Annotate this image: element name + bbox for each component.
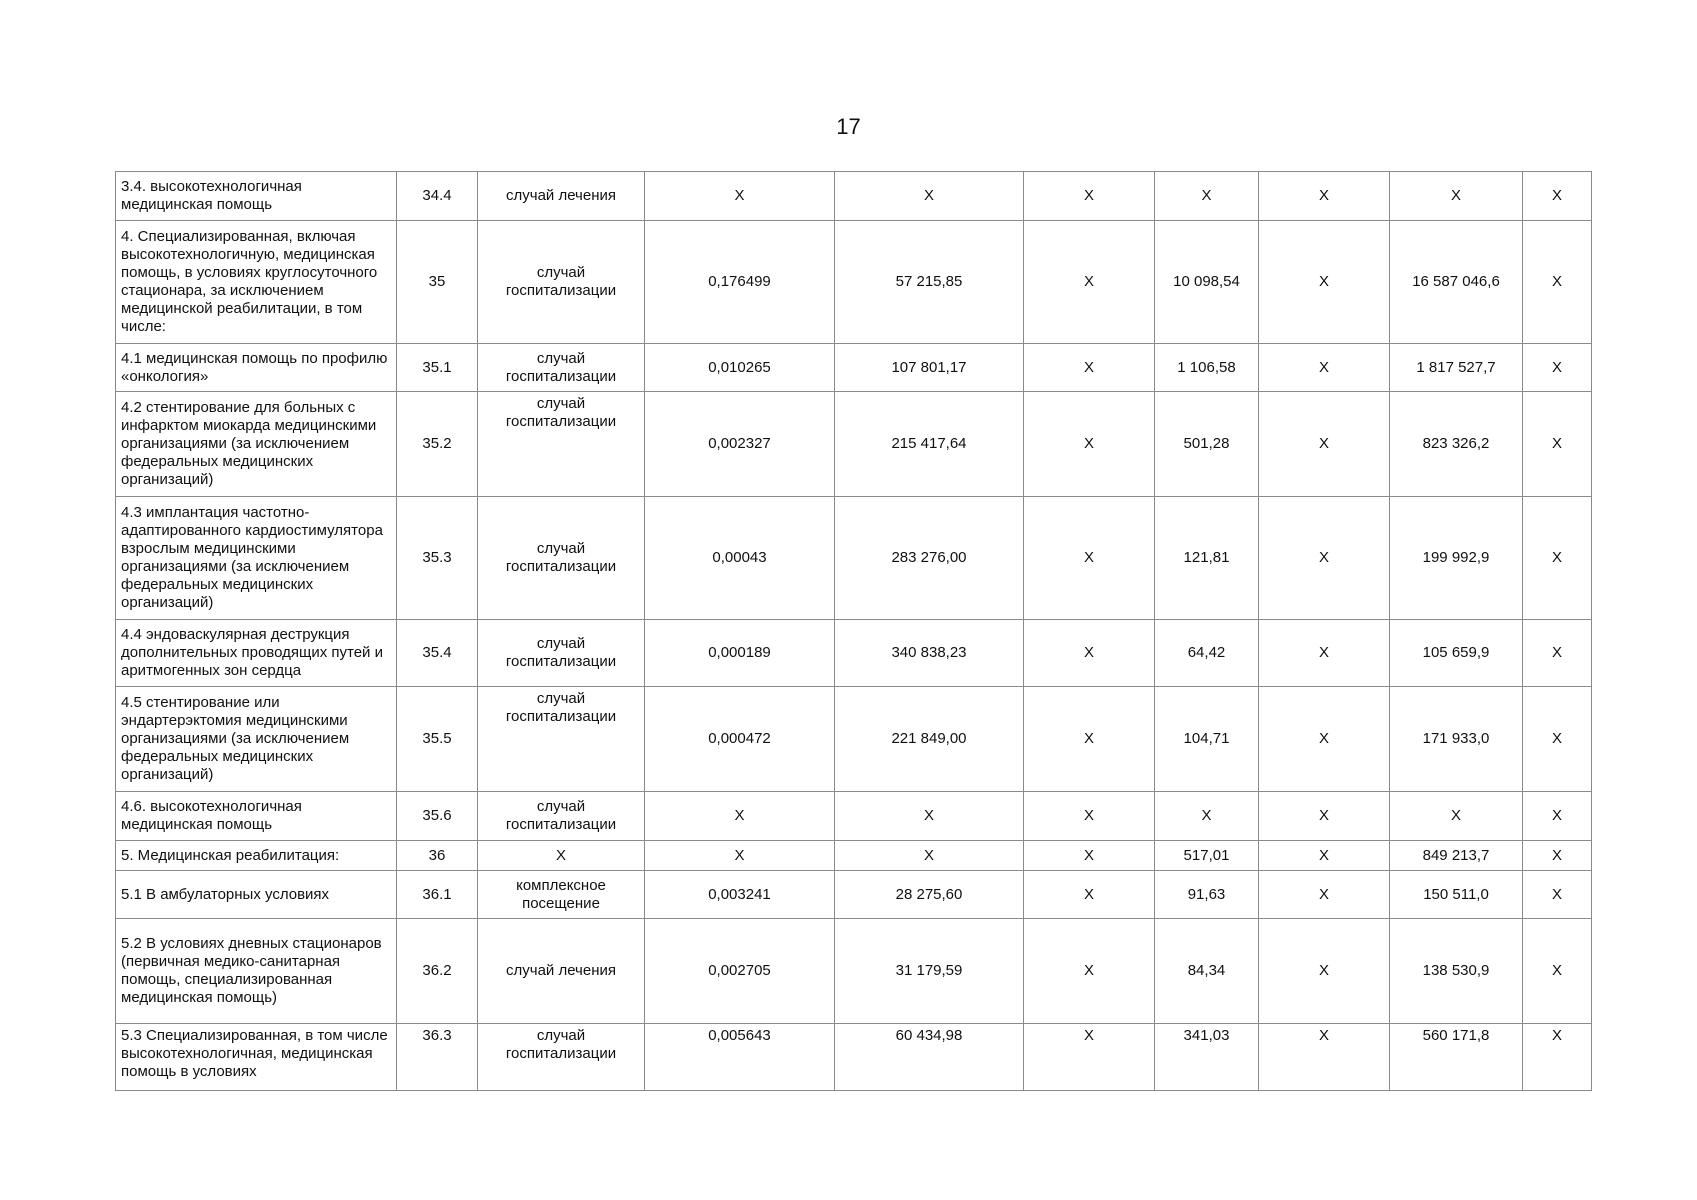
row-col8: Х xyxy=(1259,620,1390,687)
row-col8: Х xyxy=(1259,392,1390,497)
row-unit: случай госпитализации xyxy=(478,497,645,620)
row-col8: Х xyxy=(1259,841,1390,871)
row-cost: Х xyxy=(835,792,1024,841)
row-col9: 138 530,9 xyxy=(1390,919,1523,1024)
row-col6: Х xyxy=(1024,497,1155,620)
row-col7: 341,03 xyxy=(1155,1024,1259,1091)
row-norm: 0,005643 xyxy=(645,1024,835,1091)
row-col9: Х xyxy=(1390,172,1523,221)
row-unit: случай госпитализации xyxy=(478,221,645,344)
row-norm: 0,000472 xyxy=(645,687,835,792)
row-name: 4.3 имплантация частотно-адаптированного кардиостимулятора взрослым медицинскими организациями (за исключением федеральных медицинских организаций) xyxy=(116,497,397,620)
row-col7: Х xyxy=(1155,792,1259,841)
row-name: 4.2 стентирование для больных с инфарктом миокарда медицинскими организациями (за исключением федеральных медицинских организаций) xyxy=(116,392,397,497)
row-col8: Х xyxy=(1259,1024,1390,1091)
row-norm: 0,002705 xyxy=(645,919,835,1024)
row-norm: 0,000189 xyxy=(645,620,835,687)
row-norm: Х xyxy=(645,841,835,871)
row-col8: Х xyxy=(1259,221,1390,344)
row-col9: 16 587 046,6 xyxy=(1390,221,1523,344)
row-unit: случай лечения xyxy=(478,172,645,221)
row-col7: 84,34 xyxy=(1155,919,1259,1024)
row-norm: 0,010265 xyxy=(645,344,835,392)
row-norm: 0,003241 xyxy=(645,871,835,919)
row-col7: Х xyxy=(1155,172,1259,221)
row-name: 4. Специализированная, включая высокотехнологичную, медицинская помощь, в условиях круглосуточного стационара, за исключением медицинской реабилитации, в том числе: xyxy=(116,221,397,344)
row-col7: 10 098,54 xyxy=(1155,221,1259,344)
row-cost: 60 434,98 xyxy=(835,1024,1024,1091)
row-norm: 0,002327 xyxy=(645,392,835,497)
row-cost: 221 849,00 xyxy=(835,687,1024,792)
row-col9: 1 817 527,7 xyxy=(1390,344,1523,392)
row-col9: 560 171,8 xyxy=(1390,1024,1523,1091)
row-col10: Х xyxy=(1523,687,1592,792)
row-col7: 104,71 xyxy=(1155,687,1259,792)
table-row xyxy=(116,497,1592,620)
row-col10: Х xyxy=(1523,871,1592,919)
row-name: 4.4 эндоваскулярная деструкция дополнительных проводящих путей и аритмогенных зон сердца xyxy=(116,620,397,687)
row-name: 4.6. высокотехнологичная медицинская помощь xyxy=(116,792,397,841)
row-col7: 501,28 xyxy=(1155,392,1259,497)
row-unit: случай госпитализации xyxy=(478,344,645,392)
row-norm: Х xyxy=(645,792,835,841)
row-col9: 823 326,2 xyxy=(1390,392,1523,497)
row-code: 35.2 xyxy=(397,392,478,497)
row-col9: 849 213,7 xyxy=(1390,841,1523,871)
row-col10: Х xyxy=(1523,919,1592,1024)
row-col7: 91,63 xyxy=(1155,871,1259,919)
row-cost: 57 215,85 xyxy=(835,221,1024,344)
table-row xyxy=(116,687,1592,792)
row-cost: 283 276,00 xyxy=(835,497,1024,620)
row-cost: 31 179,59 xyxy=(835,919,1024,1024)
table-row xyxy=(116,620,1592,687)
row-norm: 0,176499 xyxy=(645,221,835,344)
row-col6: Х xyxy=(1024,620,1155,687)
row-norm: Х xyxy=(645,172,835,221)
row-col6: Х xyxy=(1024,392,1155,497)
row-col7: 1 106,58 xyxy=(1155,344,1259,392)
row-code: 35.5 xyxy=(397,687,478,792)
table-row xyxy=(116,392,1592,497)
row-unit: случай госпитализации xyxy=(478,392,645,497)
row-col10: Х xyxy=(1523,620,1592,687)
row-code: 34.4 xyxy=(397,172,478,221)
row-col9: 150 511,0 xyxy=(1390,871,1523,919)
row-col6: Х xyxy=(1024,344,1155,392)
row-cost: 340 838,23 xyxy=(835,620,1024,687)
row-code: 35.3 xyxy=(397,497,478,620)
row-unit: случай госпитализации xyxy=(478,792,645,841)
row-name: 3.4. высокотехнологичная медицинская помощь xyxy=(116,172,397,221)
row-unit: случай госпитализации xyxy=(478,687,645,792)
row-code: 35 xyxy=(397,221,478,344)
row-col6: Х xyxy=(1024,792,1155,841)
row-col6: Х xyxy=(1024,172,1155,221)
row-code: 36.1 xyxy=(397,871,478,919)
row-col7: 517,01 xyxy=(1155,841,1259,871)
row-code: 36.3 xyxy=(397,1024,478,1091)
row-col8: Х xyxy=(1259,172,1390,221)
row-col10: Х xyxy=(1523,1024,1592,1091)
row-unit: случай госпитализации xyxy=(478,1024,645,1091)
row-col9: 171 933,0 xyxy=(1390,687,1523,792)
row-col7: 64,42 xyxy=(1155,620,1259,687)
row-cost: 215 417,64 xyxy=(835,392,1024,497)
row-col6: Х xyxy=(1024,871,1155,919)
page-number: 17 xyxy=(836,114,861,139)
row-name: 5.3 Специализированная, в том числе высокотехнологичная, медицинская помощь в условиях xyxy=(116,1024,397,1091)
row-col8: Х xyxy=(1259,344,1390,392)
table-row xyxy=(116,841,1592,871)
row-col10: Х xyxy=(1523,792,1592,841)
table-row xyxy=(116,792,1592,841)
row-unit: случай госпитализации xyxy=(478,620,645,687)
row-name: 5.1 В амбулаторных условиях xyxy=(116,871,397,919)
row-code: 36 xyxy=(397,841,478,871)
row-col8: Х xyxy=(1259,871,1390,919)
row-col9: Х xyxy=(1390,792,1523,841)
table-row xyxy=(116,172,1592,221)
row-col6: Х xyxy=(1024,687,1155,792)
row-unit: комплексное посещение xyxy=(478,871,645,919)
row-col8: Х xyxy=(1259,497,1390,620)
row-name: 4.1 медицинская помощь по профилю «онкология» xyxy=(116,344,397,392)
row-name: 5.2 В условиях дневных стационаров (первичная медико-санитарная помощь, специализированная медицинская помощь) xyxy=(116,919,397,1024)
row-code: 35.6 xyxy=(397,792,478,841)
row-col6: Х xyxy=(1024,841,1155,871)
row-col9: 105 659,9 xyxy=(1390,620,1523,687)
row-name: 4.5 стентирование или эндартерэктомия медицинскими организациями (за исключением федеральных медицинских организаций) xyxy=(116,687,397,792)
row-col8: Х xyxy=(1259,687,1390,792)
row-col6: Х xyxy=(1024,1024,1155,1091)
row-norm: 0,00043 xyxy=(645,497,835,620)
data-table xyxy=(115,171,1592,1091)
table-row xyxy=(116,344,1592,392)
row-col10: Х xyxy=(1523,497,1592,620)
table-row xyxy=(116,221,1592,344)
row-col8: Х xyxy=(1259,792,1390,841)
row-col7: 121,81 xyxy=(1155,497,1259,620)
row-col8: Х xyxy=(1259,919,1390,1024)
row-col6: Х xyxy=(1024,221,1155,344)
row-name: 5. Медицинская реабилитация: xyxy=(116,841,397,871)
table-row xyxy=(116,919,1592,1024)
row-col9: 199 992,9 xyxy=(1390,497,1523,620)
table-row xyxy=(116,1024,1592,1091)
row-col10: Х xyxy=(1523,172,1592,221)
row-cost: 107 801,17 xyxy=(835,344,1024,392)
row-cost: 28 275,60 xyxy=(835,871,1024,919)
row-unit: Х xyxy=(478,841,645,871)
row-col10: Х xyxy=(1523,344,1592,392)
row-cost: Х xyxy=(835,172,1024,221)
row-col10: Х xyxy=(1523,392,1592,497)
row-code: 36.2 xyxy=(397,919,478,1024)
row-col6: Х xyxy=(1024,919,1155,1024)
row-code: 35.1 xyxy=(397,344,478,392)
row-col10: Х xyxy=(1523,841,1592,871)
table-row xyxy=(116,871,1592,919)
row-cost: Х xyxy=(835,841,1024,871)
row-code: 35.4 xyxy=(397,620,478,687)
row-unit: случай лечения xyxy=(478,919,645,1024)
row-col10: Х xyxy=(1523,221,1592,344)
